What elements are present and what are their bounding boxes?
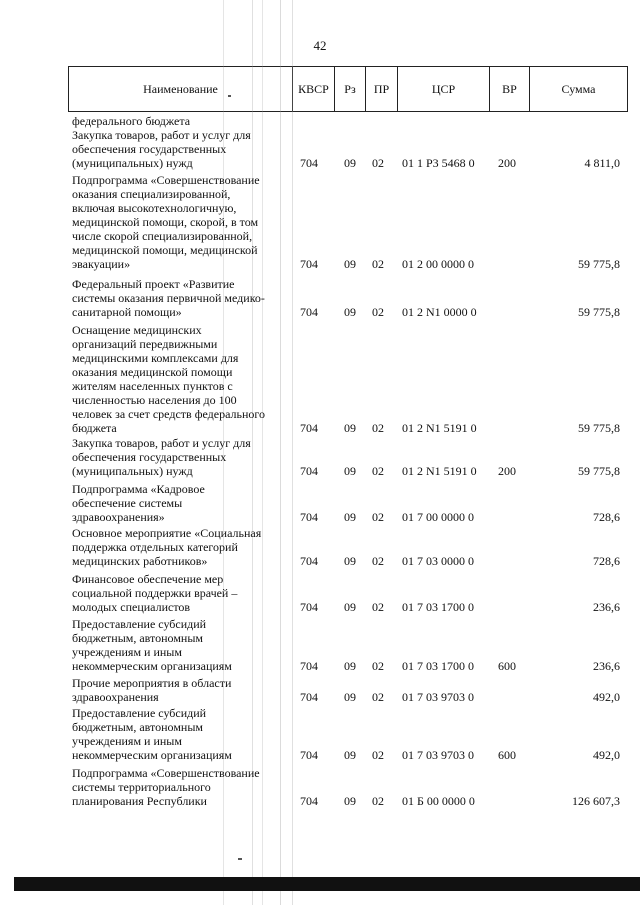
row-name-line: числе скорой специализированной, [72, 229, 253, 243]
row-rz: 09 [344, 659, 356, 673]
row-name-line: (муниципальных) нужд [72, 156, 193, 170]
row-name-line: Прочие мероприятия в области [72, 676, 232, 690]
row-sum: 59 775,8 [578, 421, 620, 435]
header-csr: ЦСР [397, 67, 489, 111]
row-csr: 01 2 N1 5191 0 [402, 464, 477, 478]
row-pr: 02 [372, 600, 384, 614]
row-name-line: Основное мероприятие «Социальная [72, 526, 262, 540]
table-row [72, 706, 628, 762]
page-number: 42 [313, 38, 327, 53]
table-row [72, 572, 628, 614]
row-pr: 02 [372, 748, 384, 762]
row-name-line: (муниципальных) нужд [72, 464, 193, 478]
row-rz: 09 [344, 257, 356, 271]
row-pr: 02 [372, 421, 384, 435]
row-sum: 728,6 [593, 554, 620, 568]
row-csr: 01 7 03 1700 0 [402, 600, 474, 614]
row-name-line: обеспечения государственных [72, 142, 227, 156]
row-name-line: бюджетным, автономным [72, 631, 203, 645]
row-name-line: здравоохранения» [72, 510, 165, 524]
row-name-line: системы оказания первичной медико- [72, 291, 265, 305]
row-name-line: Оснащение медицинских [72, 323, 202, 337]
table-header [68, 66, 628, 112]
row-rz: 09 [344, 554, 356, 568]
table-row [72, 526, 628, 568]
table-row [72, 114, 628, 128]
row-rz: 09 [344, 600, 356, 614]
row-name-line: системы территориального [72, 780, 211, 794]
row-csr: 01 7 03 0000 0 [402, 554, 474, 568]
row-name-line: Предоставление субсидий [72, 706, 207, 720]
row-name-line: здравоохранения [72, 690, 159, 704]
row-name-line: эвакуации» [72, 257, 131, 271]
row-name [72, 676, 280, 704]
header-kvsr: КВСР [292, 67, 334, 111]
row-name-line: социальной поддержки врачей – [72, 586, 238, 600]
row-pr: 02 [372, 305, 384, 319]
row-name [72, 482, 280, 524]
row-pr: 02 [372, 510, 384, 524]
row-name [72, 617, 280, 673]
row-name-line: бюджетным, автономным [72, 720, 203, 734]
row-sum: 4 811,0 [584, 156, 620, 170]
table-row [72, 323, 628, 435]
table-row [72, 676, 628, 704]
table-row [72, 128, 628, 170]
row-name-line: Федеральный проект «Развитие [72, 277, 235, 291]
row-name-line: Закупка товаров, работ и услуг для [72, 128, 251, 142]
row-name-line: Подпрограмма «Совершенствование [72, 173, 260, 187]
row-sum: 236,6 [593, 600, 620, 614]
row-sum: 126 607,3 [572, 794, 620, 808]
table-row [72, 617, 628, 673]
scan-border [14, 877, 640, 891]
row-name [72, 114, 280, 128]
row-rz: 09 [344, 510, 356, 524]
row-csr: 01 2 00 0000 0 [402, 257, 474, 271]
row-vr: 200 [498, 156, 516, 170]
table-row [72, 766, 628, 808]
row-name-line: Закупка товаров, работ и услуг для [72, 436, 251, 450]
row-name-line: жителям населенных пунктов с [72, 379, 233, 393]
row-name-line: федерального бюджета [72, 114, 191, 128]
row-name-line: некоммерческим организациям [72, 748, 232, 762]
header-vr: ВР [489, 67, 529, 111]
row-name [72, 526, 280, 568]
row-name [72, 128, 280, 170]
row-rz: 09 [344, 305, 356, 319]
row-kvsr: 704 [300, 748, 318, 762]
row-rz: 09 [344, 421, 356, 435]
row-name-line: бюджета [72, 421, 117, 435]
row-rz: 09 [344, 156, 356, 170]
row-name-line: медицинских работников» [72, 554, 208, 568]
table-row [72, 482, 628, 524]
row-rz: 09 [344, 690, 356, 704]
row-name-line: планирования Республики [72, 794, 207, 808]
row-kvsr: 704 [300, 690, 318, 704]
row-name-line: оказания специализированной, [72, 187, 231, 201]
row-kvsr: 704 [300, 659, 318, 673]
row-sum: 59 775,8 [578, 464, 620, 478]
row-csr: 01 2 N1 0000 0 [402, 305, 477, 319]
row-vr: 600 [498, 659, 516, 673]
row-vr: 200 [498, 464, 516, 478]
row-name-line: поддержка отдельных категорий [72, 540, 238, 554]
row-csr: 01 7 03 9703 0 [402, 748, 474, 762]
row-sum: 728,6 [593, 510, 620, 524]
row-kvsr: 704 [300, 794, 318, 808]
row-name [72, 572, 280, 614]
row-name-line: Предоставление субсидий [72, 617, 207, 631]
row-name-line: Подпрограмма «Совершенствование [72, 766, 260, 780]
row-name-line: учреждениям и иным [72, 645, 182, 659]
row-csr: 01 Б 00 0000 0 [402, 794, 475, 808]
row-name-line: человек за счет средств федерального [72, 407, 266, 421]
row-name-line: некоммерческим организациям [72, 659, 232, 673]
row-name-line: учреждениям и иным [72, 734, 182, 748]
row-name [72, 323, 280, 435]
scan-speck [238, 858, 242, 860]
row-kvsr: 704 [300, 510, 318, 524]
row-name [72, 766, 280, 808]
row-name-line: медицинской помощи, медицинской [72, 243, 258, 257]
row-rz: 09 [344, 748, 356, 762]
row-pr: 02 [372, 659, 384, 673]
row-name-line: медицинскими комплексами для [72, 351, 239, 365]
row-kvsr: 704 [300, 305, 318, 319]
row-name-line: Подпрограмма «Кадровое [72, 482, 205, 496]
row-vr: 600 [498, 748, 516, 762]
header-pr: ПР [365, 67, 397, 111]
row-sum: 492,0 [593, 690, 620, 704]
row-csr: 01 7 00 0000 0 [402, 510, 474, 524]
row-kvsr: 704 [300, 600, 318, 614]
row-name-line: обеспечение системы [72, 496, 183, 510]
row-sum: 236,6 [593, 659, 620, 673]
row-pr: 02 [372, 794, 384, 808]
row-kvsr: 704 [300, 464, 318, 478]
row-name-line: оказания медицинской помощи [72, 365, 233, 379]
row-csr: 01 7 03 1700 0 [402, 659, 474, 673]
row-name [72, 436, 280, 478]
row-pr: 02 [372, 554, 384, 568]
row-name-line: Финансовое обеспечение мер [72, 572, 224, 586]
row-sum: 59 775,8 [578, 305, 620, 319]
row-sum: 492,0 [593, 748, 620, 762]
row-name-line: организаций передвижными [72, 337, 218, 351]
row-name-line: численностью населения до 100 [72, 393, 237, 407]
scan-speck [228, 95, 231, 97]
row-name [72, 173, 280, 271]
row-name [72, 706, 280, 762]
row-kvsr: 704 [300, 156, 318, 170]
header-rz: Рз [334, 67, 365, 111]
row-csr: 01 2 N1 5191 0 [402, 421, 477, 435]
row-name-line: медицинской помощи, скорой, в том [72, 215, 259, 229]
row-name-line: санитарной помощи» [72, 305, 182, 319]
row-kvsr: 704 [300, 421, 318, 435]
header-name: Наименование [143, 81, 218, 96]
row-pr: 02 [372, 156, 384, 170]
row-name-line: обеспечения государственных [72, 450, 227, 464]
row-name-line: молодых специалистов [72, 600, 191, 614]
row-name [72, 277, 280, 319]
table-row [72, 173, 628, 271]
row-sum: 59 775,8 [578, 257, 620, 271]
row-csr: 01 7 03 9703 0 [402, 690, 474, 704]
header-sum: Сумма [529, 67, 627, 111]
row-pr: 02 [372, 464, 384, 478]
table-row [72, 277, 628, 319]
row-kvsr: 704 [300, 554, 318, 568]
row-kvsr: 704 [300, 257, 318, 271]
row-name-line: включая высокотехнологичную, [72, 201, 237, 215]
row-rz: 09 [344, 794, 356, 808]
row-pr: 02 [372, 690, 384, 704]
row-rz: 09 [344, 464, 356, 478]
row-pr: 02 [372, 257, 384, 271]
table-row [72, 436, 628, 478]
row-csr: 01 1 P3 5468 0 [402, 156, 475, 170]
